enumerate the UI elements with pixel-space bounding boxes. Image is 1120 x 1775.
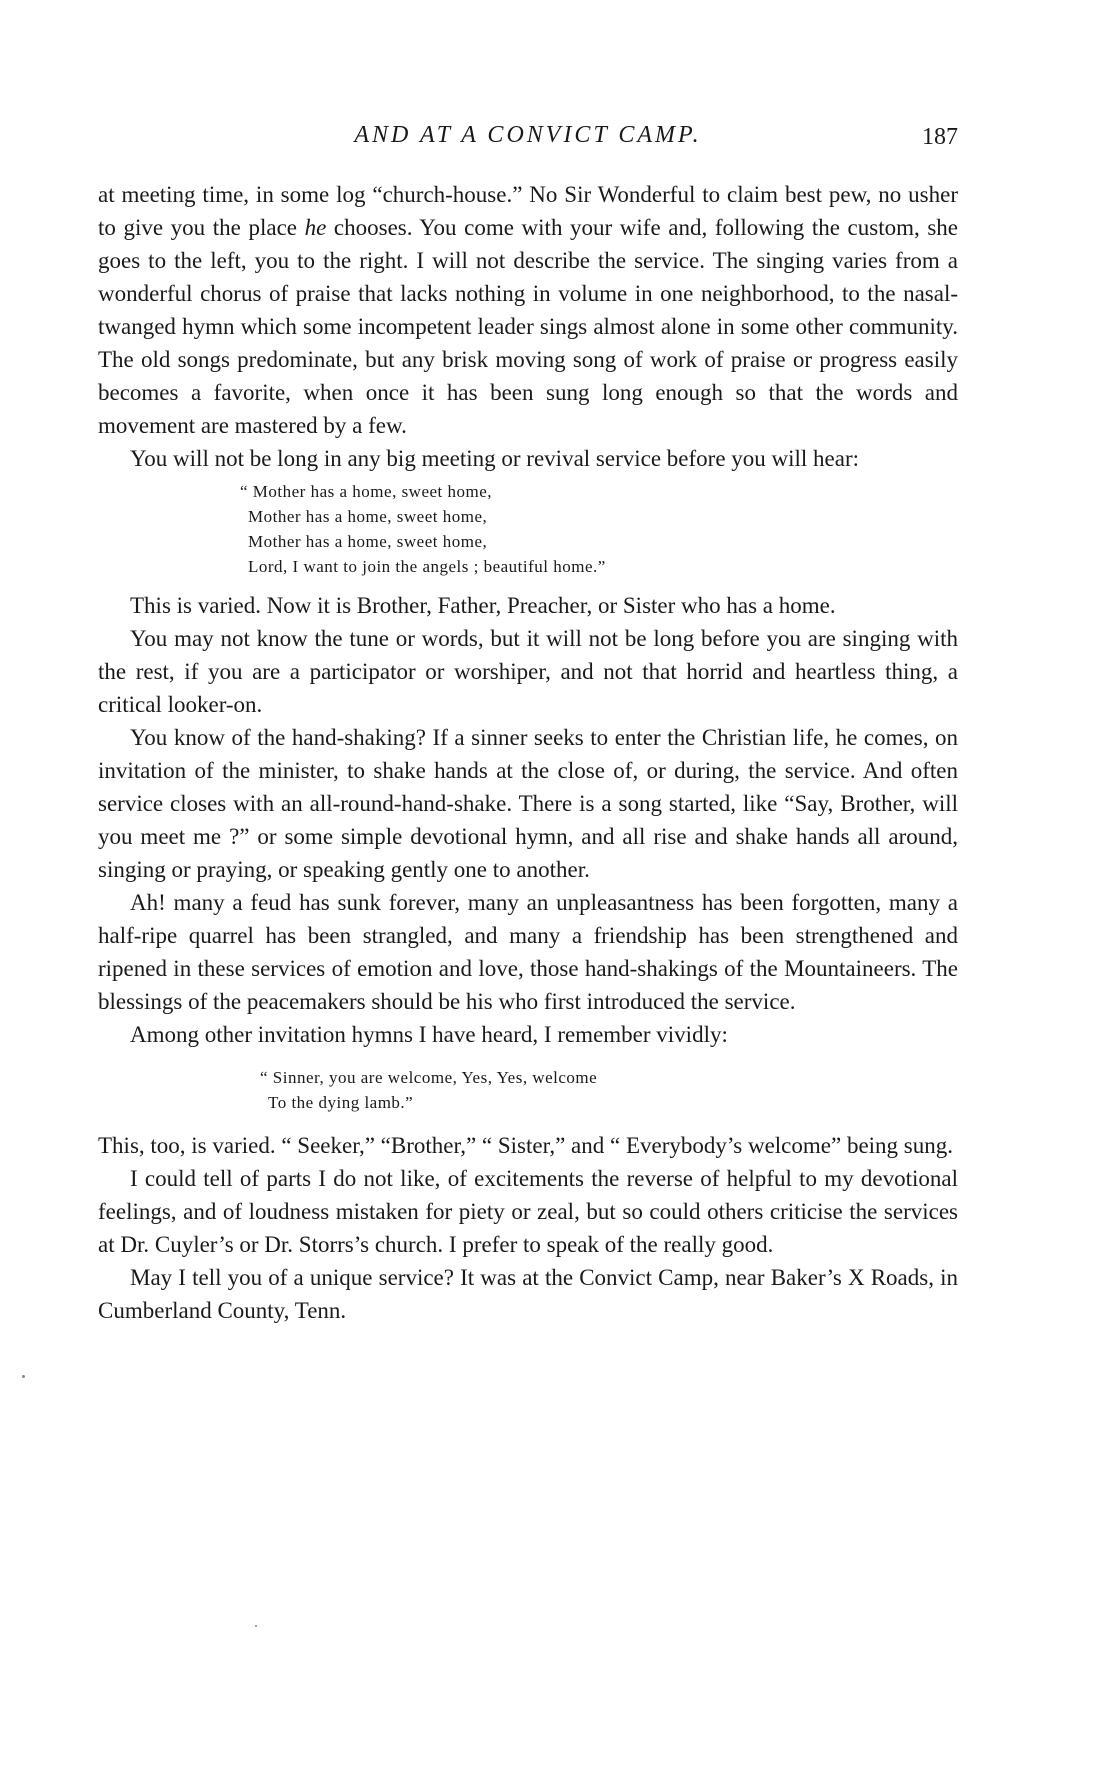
paragraph-1-emphasis: he	[304, 215, 327, 240]
paragraph-1	[98, 178, 958, 442]
paragraph-4: You may not know the tune or words, but it will not be long before you are singing with the rest, if you are a participator or worshiper, and not that horrid and heartless thing, a critical looker-on.	[98, 626, 958, 717]
running-title: AND AT A CONVICT CAMP.	[354, 122, 702, 148]
verse-line: “ Mother has a home, sweet home,	[240, 482, 493, 501]
print-speck	[255, 1625, 257, 1627]
verse-mother-has-a-home	[98, 479, 958, 579]
paragraph-10: May I tell you of a unique service? It was at the Convict Camp, near Baker’s X Roads, in Cumberland County, Tenn.	[98, 1265, 958, 1323]
print-speck	[22, 1375, 25, 1378]
paragraph-6: Ah! many a feud has sunk forever, many an unpleasantness has been forgotten, many a half-ripe quarrel has been strangled, and many a friendship has been strengthened and ripened in these services of emotion and love, those hand-shakings of the Mountaineers. The blessings of the peacemakers should be his who first introduced the service.	[98, 890, 958, 1014]
verse-sinner-you-are-welcome	[98, 1065, 958, 1115]
paragraph-7: Among other invitation hymns I have heard, I remember vividly:	[130, 1022, 728, 1047]
verse-line: Mother has a home, sweet home,	[248, 507, 488, 526]
page-number: 187	[922, 124, 958, 150]
verse-line: “ Sinner, you are welcome, Yes, Yes, welcome	[260, 1068, 598, 1087]
verse-line: Lord, I want to join the angels ; beautiful home.”	[248, 557, 606, 576]
paragraph-5: You know of the hand-shaking? If a sinner seeks to enter the Christian life, he comes, on invitation of the minister, to shake hands at the close of, or during, the service. And often service closes with an all-round-hand-shake. There is a song started, like “Say, Brother, will you meet me ?” or some simple devotional hymn, and all rise and shake hands all around, singing or praying, or speaking gently one to another.	[98, 725, 958, 882]
verse-line: To the dying lamb.”	[268, 1093, 414, 1112]
paragraph-8: This, too, is varied. “ Seeker,” “Brother,” “ Sister,” and “ Everybody’s welcome” being sung.	[98, 1133, 953, 1158]
paragraph-1-part-a: at meeting time, in some log “church-house.” No Sir Wonderful to claim best pew, no usher to give you the place	[98, 182, 958, 240]
body-text	[98, 178, 958, 1327]
running-head	[98, 118, 958, 154]
verse-line: Mother has a home, sweet home,	[248, 532, 488, 551]
paragraph-3: This is varied. Now it is Brother, Father, Preacher, or Sister who has a home.	[130, 593, 836, 618]
paragraph-9: I could tell of parts I do not like, of excitements the reverse of helpful to my devotional feelings, and of loudness mistaken for piety or zeal, but so could others criticise the services at Dr. Cuyler’s or Dr. Storrs’s church. I prefer to speak of the really good.	[98, 1166, 958, 1257]
paragraph-2: You will not be long in any big meeting or revival service before you will hear:	[130, 446, 860, 471]
paragraph-1-part-b: chooses. You come with your wife and, following the custom, she goes to the left, you to the right. I will not describe the service. The singing varies from a wonderful chorus of praise that lacks nothing in volume in one neighborhood, to the nasal-twanged hymn which some incompetent leader sings almost alone in some other community. The old songs predominate, but any brisk moving song of work of praise or progress easily becomes a favorite, when once it has been sung long enough so that the words and movement are mastered by a few.	[98, 215, 959, 438]
